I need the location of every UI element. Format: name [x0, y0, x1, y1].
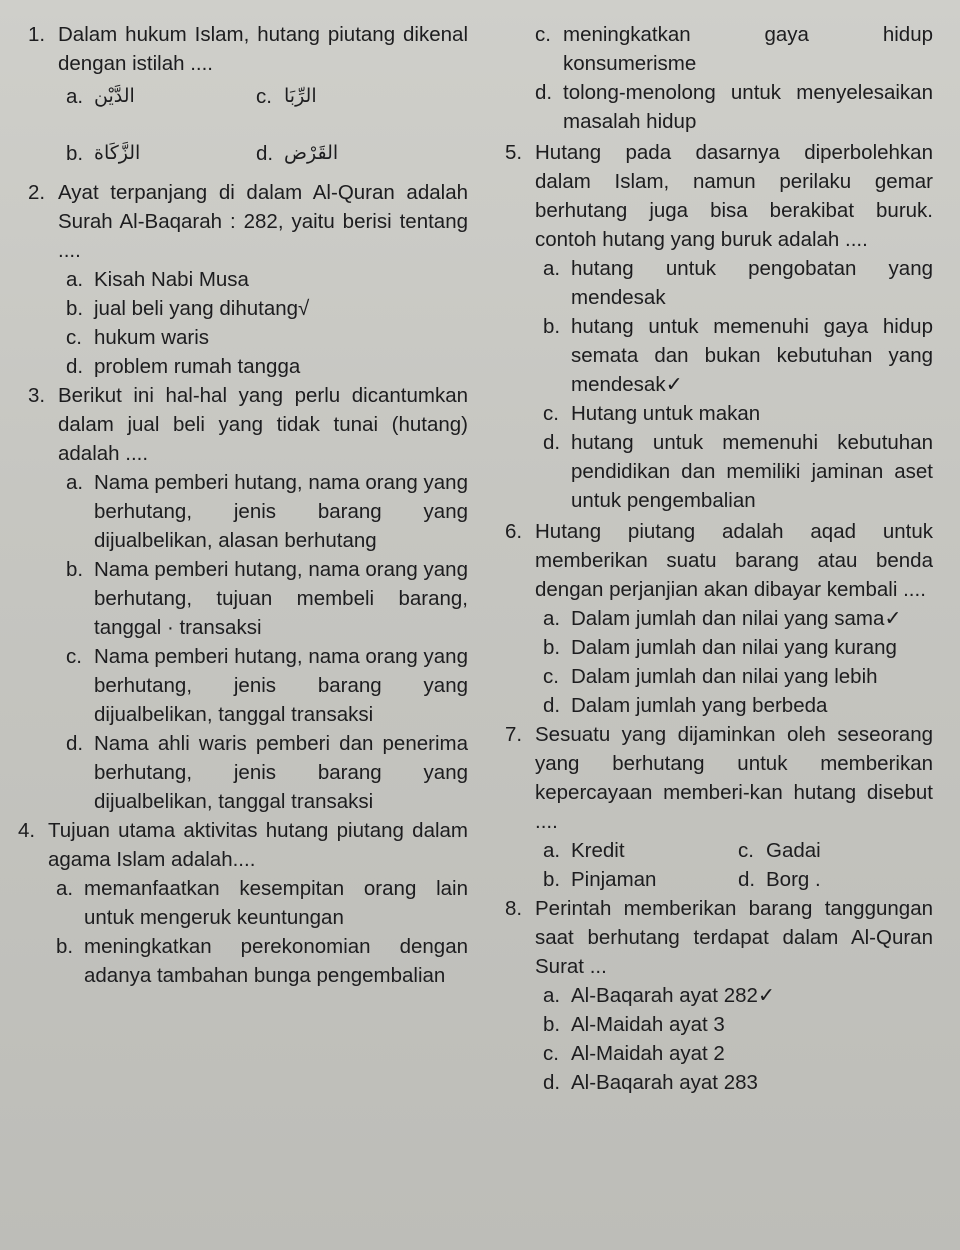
option-letter: c.: [66, 326, 82, 349]
option-d[interactable]: [543, 428, 933, 515]
option-d[interactable]: [535, 78, 933, 136]
option-letter: b.: [66, 558, 84, 581]
option-d[interactable]: [738, 865, 933, 894]
option-c[interactable]: [535, 20, 933, 78]
option-letter: a.: [543, 257, 561, 280]
option-a[interactable]: [543, 254, 933, 312]
option-text: hutang untuk memenuhi gaya hidup semata dan bukan kebutuhan yang mendesak✓: [571, 315, 933, 396]
option-b[interactable]: [66, 139, 256, 168]
option-b[interactable]: [543, 312, 933, 399]
option-letter: c.: [256, 85, 272, 108]
option-d[interactable]: [66, 352, 468, 381]
option-letter: c.: [738, 839, 754, 862]
option-b[interactable]: [66, 294, 468, 323]
option-c[interactable]: [543, 399, 933, 428]
option-letter: b.: [543, 868, 561, 891]
option-letter: c.: [535, 23, 551, 46]
option-letter: d.: [543, 1071, 561, 1094]
question-8: [505, 894, 933, 1097]
option-text: Dalam jumlah dan nilai yang lebih: [571, 665, 878, 688]
option-text: الرِّبَا: [284, 85, 317, 107]
question-6: [505, 517, 933, 720]
option-letter: a.: [56, 877, 74, 900]
option-letter: a.: [66, 85, 84, 108]
question-text: Tujuan utama aktivitas hutang piutang dalam agama Islam adalah....: [48, 819, 468, 871]
option-text: problem rumah tangga: [94, 355, 301, 378]
option-text: Al-Maidah ayat 2: [571, 1042, 725, 1065]
option-text: meningkatkan perekonomian dengan adanya tambahan bunga pengembalian: [84, 935, 468, 987]
option-letter: b.: [66, 297, 84, 320]
question-text: Ayat terpanjang di dalam Al-Quran adalah Surah Al-Baqarah : 282, yaitu berisi tentang ....: [58, 181, 468, 262]
question-5: [505, 138, 933, 515]
option-b[interactable]: [543, 865, 738, 894]
question-text: Sesuatu yang dijaminkan oleh seseorang yang berhutang untuk memberikan kepercayaan memberi-kan hutang disebut ....: [535, 723, 933, 833]
question-4-continued: [505, 20, 933, 136]
option-b[interactable]: [543, 633, 933, 662]
option-text: Nama ahli waris pemberi dan penerima berhutang, jenis barang yang dijualbelikan, tanggal transaksi: [94, 732, 468, 813]
question-number: 4.: [18, 819, 36, 842]
question-7: [505, 720, 933, 894]
option-letter: b.: [56, 935, 74, 958]
question-number: 6.: [505, 520, 523, 543]
question-number: 8.: [505, 897, 523, 920]
option-a[interactable]: [543, 836, 738, 865]
option-text: Kisah Nabi Musa: [94, 268, 249, 291]
option-text: Al-Baqarah ayat 282✓: [571, 984, 776, 1007]
option-text: Dalam jumlah dan nilai yang sama✓: [571, 607, 902, 630]
option-text: Al-Maidah ayat 3: [571, 1013, 725, 1036]
option-letter: b.: [543, 636, 561, 659]
option-text: Gadai: [766, 839, 821, 862]
options-row: [66, 139, 468, 168]
question-3: [28, 381, 468, 816]
option-letter: a.: [66, 268, 84, 291]
option-a[interactable]: [66, 82, 256, 111]
option-text: Borg .: [766, 868, 821, 891]
option-d[interactable]: [543, 691, 933, 720]
option-letter: d.: [535, 81, 553, 104]
option-text: Pinjaman: [571, 868, 657, 891]
options-row: [66, 82, 468, 111]
option-a[interactable]: [66, 468, 468, 555]
option-c[interactable]: [738, 836, 933, 865]
option-a[interactable]: [66, 265, 468, 294]
option-letter: a.: [543, 839, 561, 862]
question-number: 2.: [28, 181, 46, 204]
option-d[interactable]: [543, 1068, 933, 1097]
option-text: memanfaatkan kesempitan orang lain untuk mengeruk keuntungan: [84, 877, 468, 929]
option-text: Nama pemberi hutang, nama orang yang berhutang, jenis barang yang dijualbelikan, tanggal transaksi: [94, 645, 468, 726]
option-a[interactable]: [56, 874, 468, 932]
option-text: القَرْض: [284, 142, 339, 164]
option-letter: c.: [543, 1042, 559, 1065]
option-c[interactable]: [66, 323, 468, 352]
question-4: [18, 816, 468, 990]
question-number: 3.: [28, 384, 46, 407]
option-letter: c.: [543, 665, 559, 688]
option-text: Dalam jumlah yang berbeda: [571, 694, 828, 717]
question-number: 7.: [505, 723, 523, 746]
option-text: Nama pemberi hutang, nama orang yang berhutang, jenis barang yang dijualbelikan, alasan berhutang: [94, 471, 468, 552]
option-letter: a.: [66, 471, 84, 494]
option-letter: c.: [543, 402, 559, 425]
question-text: Dalam hukum Islam, hutang piutang dikenal dengan istilah ....: [58, 23, 468, 75]
option-b[interactable]: [543, 1010, 933, 1039]
option-letter: a.: [543, 607, 561, 630]
option-c[interactable]: [66, 642, 468, 729]
option-text: Al-Baqarah ayat 283: [571, 1071, 758, 1094]
option-text: الدَّيْن: [94, 85, 135, 107]
option-text: Hutang untuk makan: [571, 402, 761, 425]
option-letter: d.: [66, 732, 84, 755]
option-text: hutang untuk pengobatan yang mendesak: [571, 257, 933, 309]
option-a[interactable]: [543, 604, 933, 633]
question-text: Perintah memberikan barang tanggungan saat berhutang terdapat dalam Al-Quran Surat ...: [535, 897, 933, 978]
option-text: Kredit: [571, 839, 625, 862]
option-c[interactable]: [256, 82, 446, 111]
option-text: Nama pemberi hutang, nama orang yang berhutang, tujuan membeli barang, tanggal · transaksi: [94, 558, 468, 639]
option-b[interactable]: [56, 932, 468, 990]
option-letter: b.: [543, 315, 561, 338]
question-text: Hutang pada dasarnya diperbolehkan dalam Islam, namun perilaku gemar berhutang juga bisa berakibat buruk. contoh hutang yang buruk adalah ....: [535, 141, 933, 251]
question-number: 5.: [505, 141, 523, 164]
right-column: [505, 20, 933, 1097]
option-text: hutang untuk memenuhi kebutuhan pendidikan dan memiliki jaminan aset untuk pengembalian: [571, 431, 933, 512]
option-letter: b.: [66, 142, 84, 165]
question-text: Hutang piutang adalah aqad untuk memberikan suatu barang atau benda dengan perjanjian akan dibayar kembali ....: [535, 520, 933, 601]
option-b[interactable]: [66, 555, 468, 642]
option-text: tolong-menolong untuk menyelesaikan masalah hidup: [563, 81, 933, 133]
option-letter: d.: [256, 142, 274, 165]
option-text: meningkatkan gaya hidup konsumerisme: [563, 23, 933, 75]
option-letter: c.: [66, 645, 82, 668]
question-number: 1.: [28, 23, 46, 46]
option-d[interactable]: [256, 139, 446, 168]
option-letter: d.: [543, 431, 561, 454]
option-letter: b.: [543, 1013, 561, 1036]
options-grid: [543, 836, 933, 894]
question-2: [28, 178, 468, 381]
question-1: [28, 20, 468, 168]
option-text: الزَّكَاة: [94, 142, 141, 164]
option-text: jual beli yang dihutang√: [94, 297, 310, 320]
left-column: [18, 20, 468, 990]
option-letter: d.: [738, 868, 756, 891]
option-c[interactable]: [543, 662, 933, 691]
option-a[interactable]: [543, 981, 933, 1010]
question-text: Berikut ini hal-hal yang perlu dicantumkan dalam jual beli yang tidak tunai (hutang) adalah ....: [58, 384, 468, 465]
option-text: Dalam jumlah dan nilai yang kurang: [571, 636, 897, 659]
option-letter: a.: [543, 984, 561, 1007]
option-letter: d.: [543, 694, 561, 717]
option-d[interactable]: [66, 729, 468, 816]
option-text: hukum waris: [94, 326, 210, 349]
option-letter: d.: [66, 355, 84, 378]
option-c[interactable]: [543, 1039, 933, 1068]
